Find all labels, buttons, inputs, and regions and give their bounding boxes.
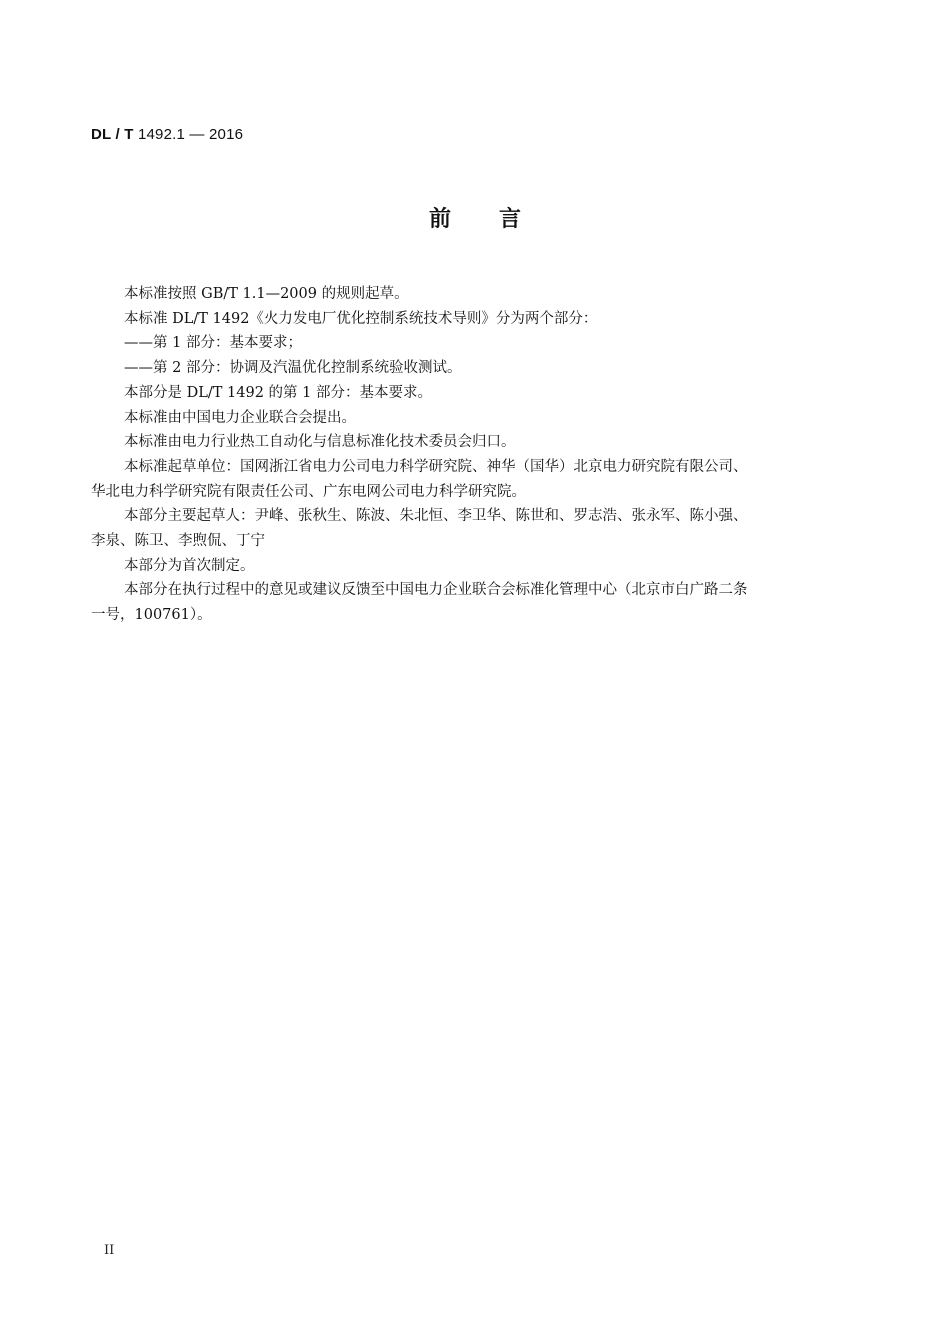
paragraph-drafting-rules: 本标准按照 GB/T 1.1—2009 的规则起草。 [124,286,409,302]
paragraph-drafting-units: 本标准起草单位：国网浙江省电力公司电力科学研究院、神华（国华）北京电力研究院有限公司、 [124,458,748,475]
page-number: II [104,1243,115,1258]
standard-code-prefix: DL / T [91,126,134,143]
paragraph-this-part: 本部分是 DL/T 1492 的第 1 部分：基本要求。 [124,384,432,401]
standard-code [91,125,243,145]
paragraph-proposed-by: 本标准由中国电力企业联合会提出。 [124,409,356,426]
paragraph-drafters: 本部分主要起草人：尹峰、张秋生、陈波、朱北恒、李卫华、陈世和、罗志浩、张永军、陈小强、 [124,508,748,525]
list-item-part-2: ——第 2 部分：协调及汽温优化控制系统验收测试。 [124,360,462,377]
standard-code-number: 1492.1 — 2016 [137,126,244,143]
paragraph-feedback: 本部分在执行过程中的意见或建议反馈至中国电力企业联合会标准化管理中心（北京市白广路二条 [124,582,748,599]
list-item-part-1: ——第 1 部分：基本要求； [124,335,302,352]
paragraph-drafters-continued: 李泉、陈卫、李煦侃、丁宁 [91,533,265,550]
page-title: 前言 [428,207,569,232]
paragraph-feedback-continued: 一号，100761）。 [91,607,212,624]
paragraph-first-edition: 本部分为首次制定。 [124,557,255,574]
paragraph-parts-intro: 本标准 DL/T 1492《火力发电厂优化控制系统技术导则》分为两个部分： [124,310,598,327]
paragraph-drafting-units-continued: 华北电力科学研究院有限责任公司、广东电网公司电力科学研究院。 [91,483,526,500]
paragraph-technical-committee: 本标准由电力行业热工自动化与信息标准化技术委员会归口。 [124,434,516,451]
foreword-body [91,282,849,628]
